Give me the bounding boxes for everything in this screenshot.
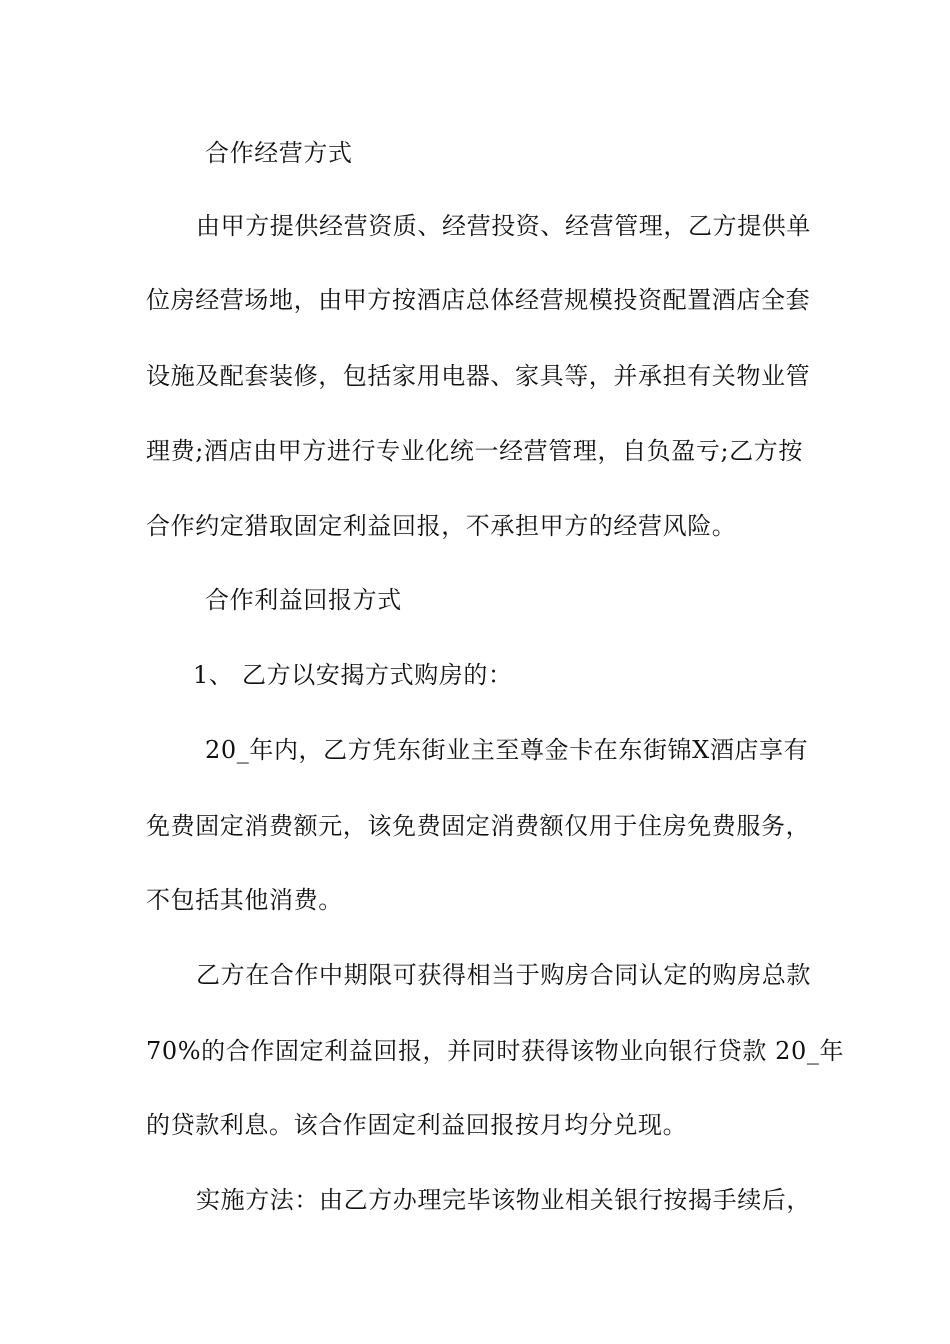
paragraph-line: 乙方在合作中期限可获得相当于购房合同认定的购房总款 [196,961,811,989]
section-heading-return-mode: 合作利益回报方式 [205,586,402,614]
paragraph-line: 的贷款利息。该合作固定利益回报按月均分兑现。 [146,1111,688,1139]
list-number: 1、 [193,661,234,689]
paragraph-line: 免费固定消费额元，该免费固定消费额仅用于住房免费服务， [146,812,811,840]
paragraph-line: 20_年内，乙方凭东街业主至尊金卡在东街锦X酒店享有 [205,736,809,764]
paragraph-line: 位房经营场地，由甲方按酒店总体经营规模投资配置酒店全套 [146,286,811,314]
paragraph-line: 由甲方提供经营资质、经营投资、经营管理，乙方提供单 [196,212,811,240]
paragraph-line: 理费;酒店由甲方进行专业化统一经营管理，自负盈亏;乙方按 [146,437,803,465]
section-heading-cooperation-mode: 合作经营方式 [205,139,353,167]
list-item-text: 乙方以安揭方式购房的： [242,661,513,689]
paragraph-line: 合作约定猎取固定利益回报，不承担甲方的经营风险。 [146,512,737,540]
paragraph-line: 设施及配套装修，包括家用电器、家具等，并承担有关物业管 [146,362,811,390]
paragraph-line: 不包括其他消费。 [146,886,343,914]
paragraph-line: 实施方法：由乙方办理完毕该物业相关银行按揭手续后， [196,1186,811,1214]
paragraph-line: 70%的合作固定利益回报，并同时获得该物业向银行贷款 20_年 [146,1037,845,1065]
